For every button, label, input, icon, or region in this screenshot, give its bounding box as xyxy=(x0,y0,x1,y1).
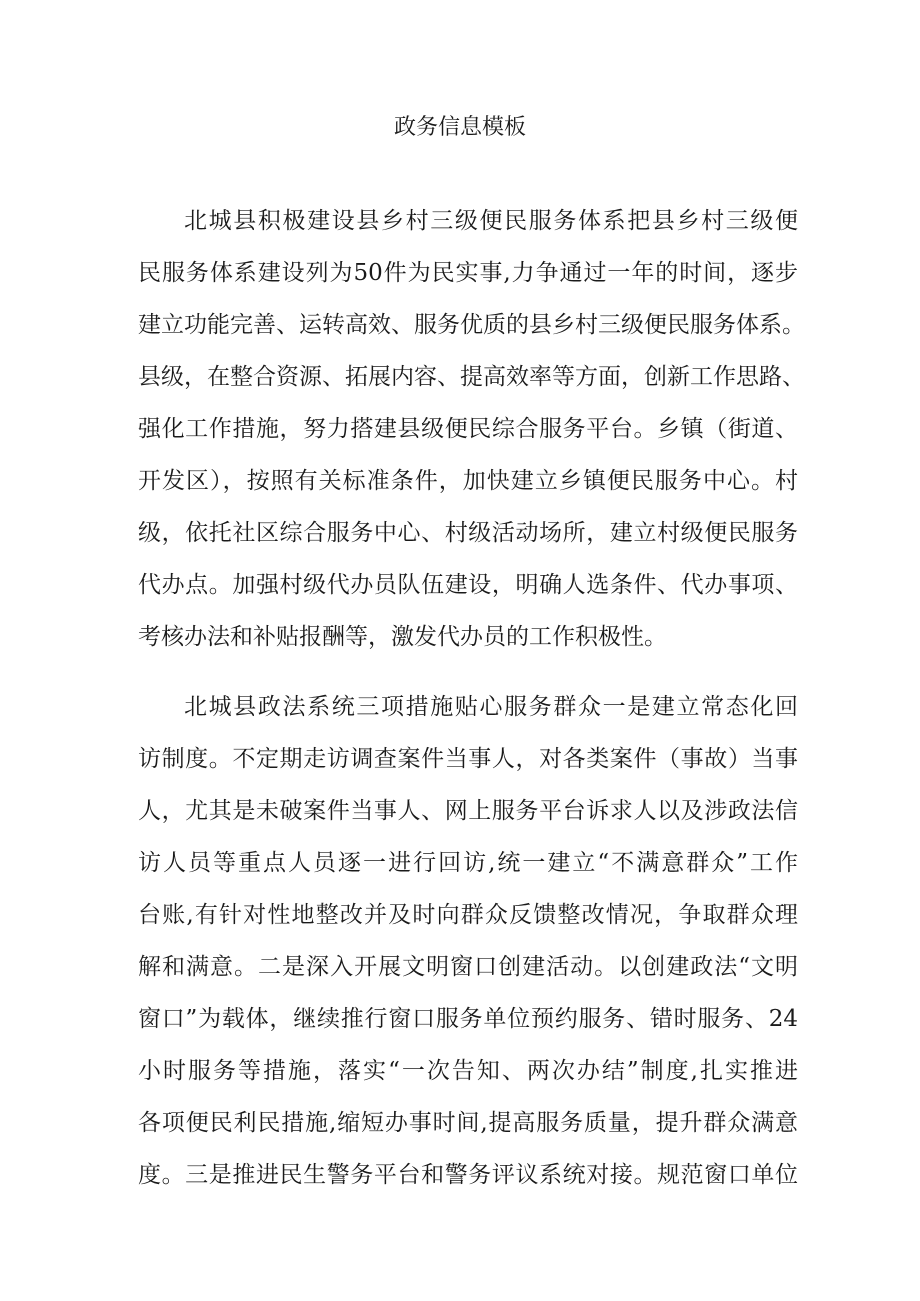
paragraph-line: 小时服务等措施，落实“一次告知、两次办结”制度,扎实推进 xyxy=(138,1058,798,1084)
paragraph-line: 访人员等重点人员逐一进行回访,统一建立“不满意群众”工作 xyxy=(138,850,798,876)
paragraph-line: 台账,有针对性地整改并及时向群众反馈整改情况，争取群众理 xyxy=(138,902,798,928)
paragraph-line: 考核办法和补贴报酬等，激发代办员的工作积极性。 xyxy=(138,624,667,650)
paragraph-line: 县级，在整合资源、拓展内容、提高效率等方面，创新工作思路、 xyxy=(138,364,805,390)
paragraph-line: 窗口”为载体，继续推行窗口服务单位预约服务、错时服务、24 xyxy=(138,1006,798,1032)
paragraph-line: 人，尤其是未破案件当事人、网上服务平台诉求人以及涉政法信 xyxy=(138,798,798,824)
paragraph-line: 解和满意。二是深入开展文明窗口创建活动。以创建政法“文明 xyxy=(138,954,798,980)
paragraph-line: 度。三是推进民生警务平台和警务评议系统对接。规范窗口单位 xyxy=(138,1162,798,1188)
paragraph-line: 级，依托社区综合服务中心、村级活动场所，建立村级便民服务 xyxy=(138,520,798,546)
paragraph-2 xyxy=(138,681,798,1201)
paragraph-line: 访制度。不定期走访调查案件当事人，对各类案件（事故）当事 xyxy=(138,746,798,772)
document-title: 政务信息模板 xyxy=(393,115,526,140)
paragraph-line: 建立功能完善、运转高效、服务优质的县乡村三级便民服务体系。 xyxy=(138,312,805,338)
paragraph-line: 强化工作措施，努力搭建县级便民综合服务平台。乡镇（街道、 xyxy=(138,416,798,442)
paragraph-line: 北城县积极建设县乡村三级便民服务体系把县乡村三级便 xyxy=(184,208,798,234)
paragraph-line: 各项便民利民措施,缩短办事时间,提高服务质量，提升群众满意 xyxy=(138,1110,798,1136)
paragraph-line: 北城县政法系统三项措施贴心服务群众一是建立常态化回 xyxy=(184,694,798,720)
paragraph-line: 代办点。加强村级代办员队伍建设，明确人选条件、代办事项、 xyxy=(138,572,798,598)
paragraph-line: 开发区），按照有关标准条件，加快建立乡镇便民服务中心。村 xyxy=(138,468,798,494)
paragraph-1 xyxy=(138,195,805,663)
paragraph-line: 民服务体系建设列为50件为民实事,力争通过一年的时间，逐步 xyxy=(138,260,798,286)
